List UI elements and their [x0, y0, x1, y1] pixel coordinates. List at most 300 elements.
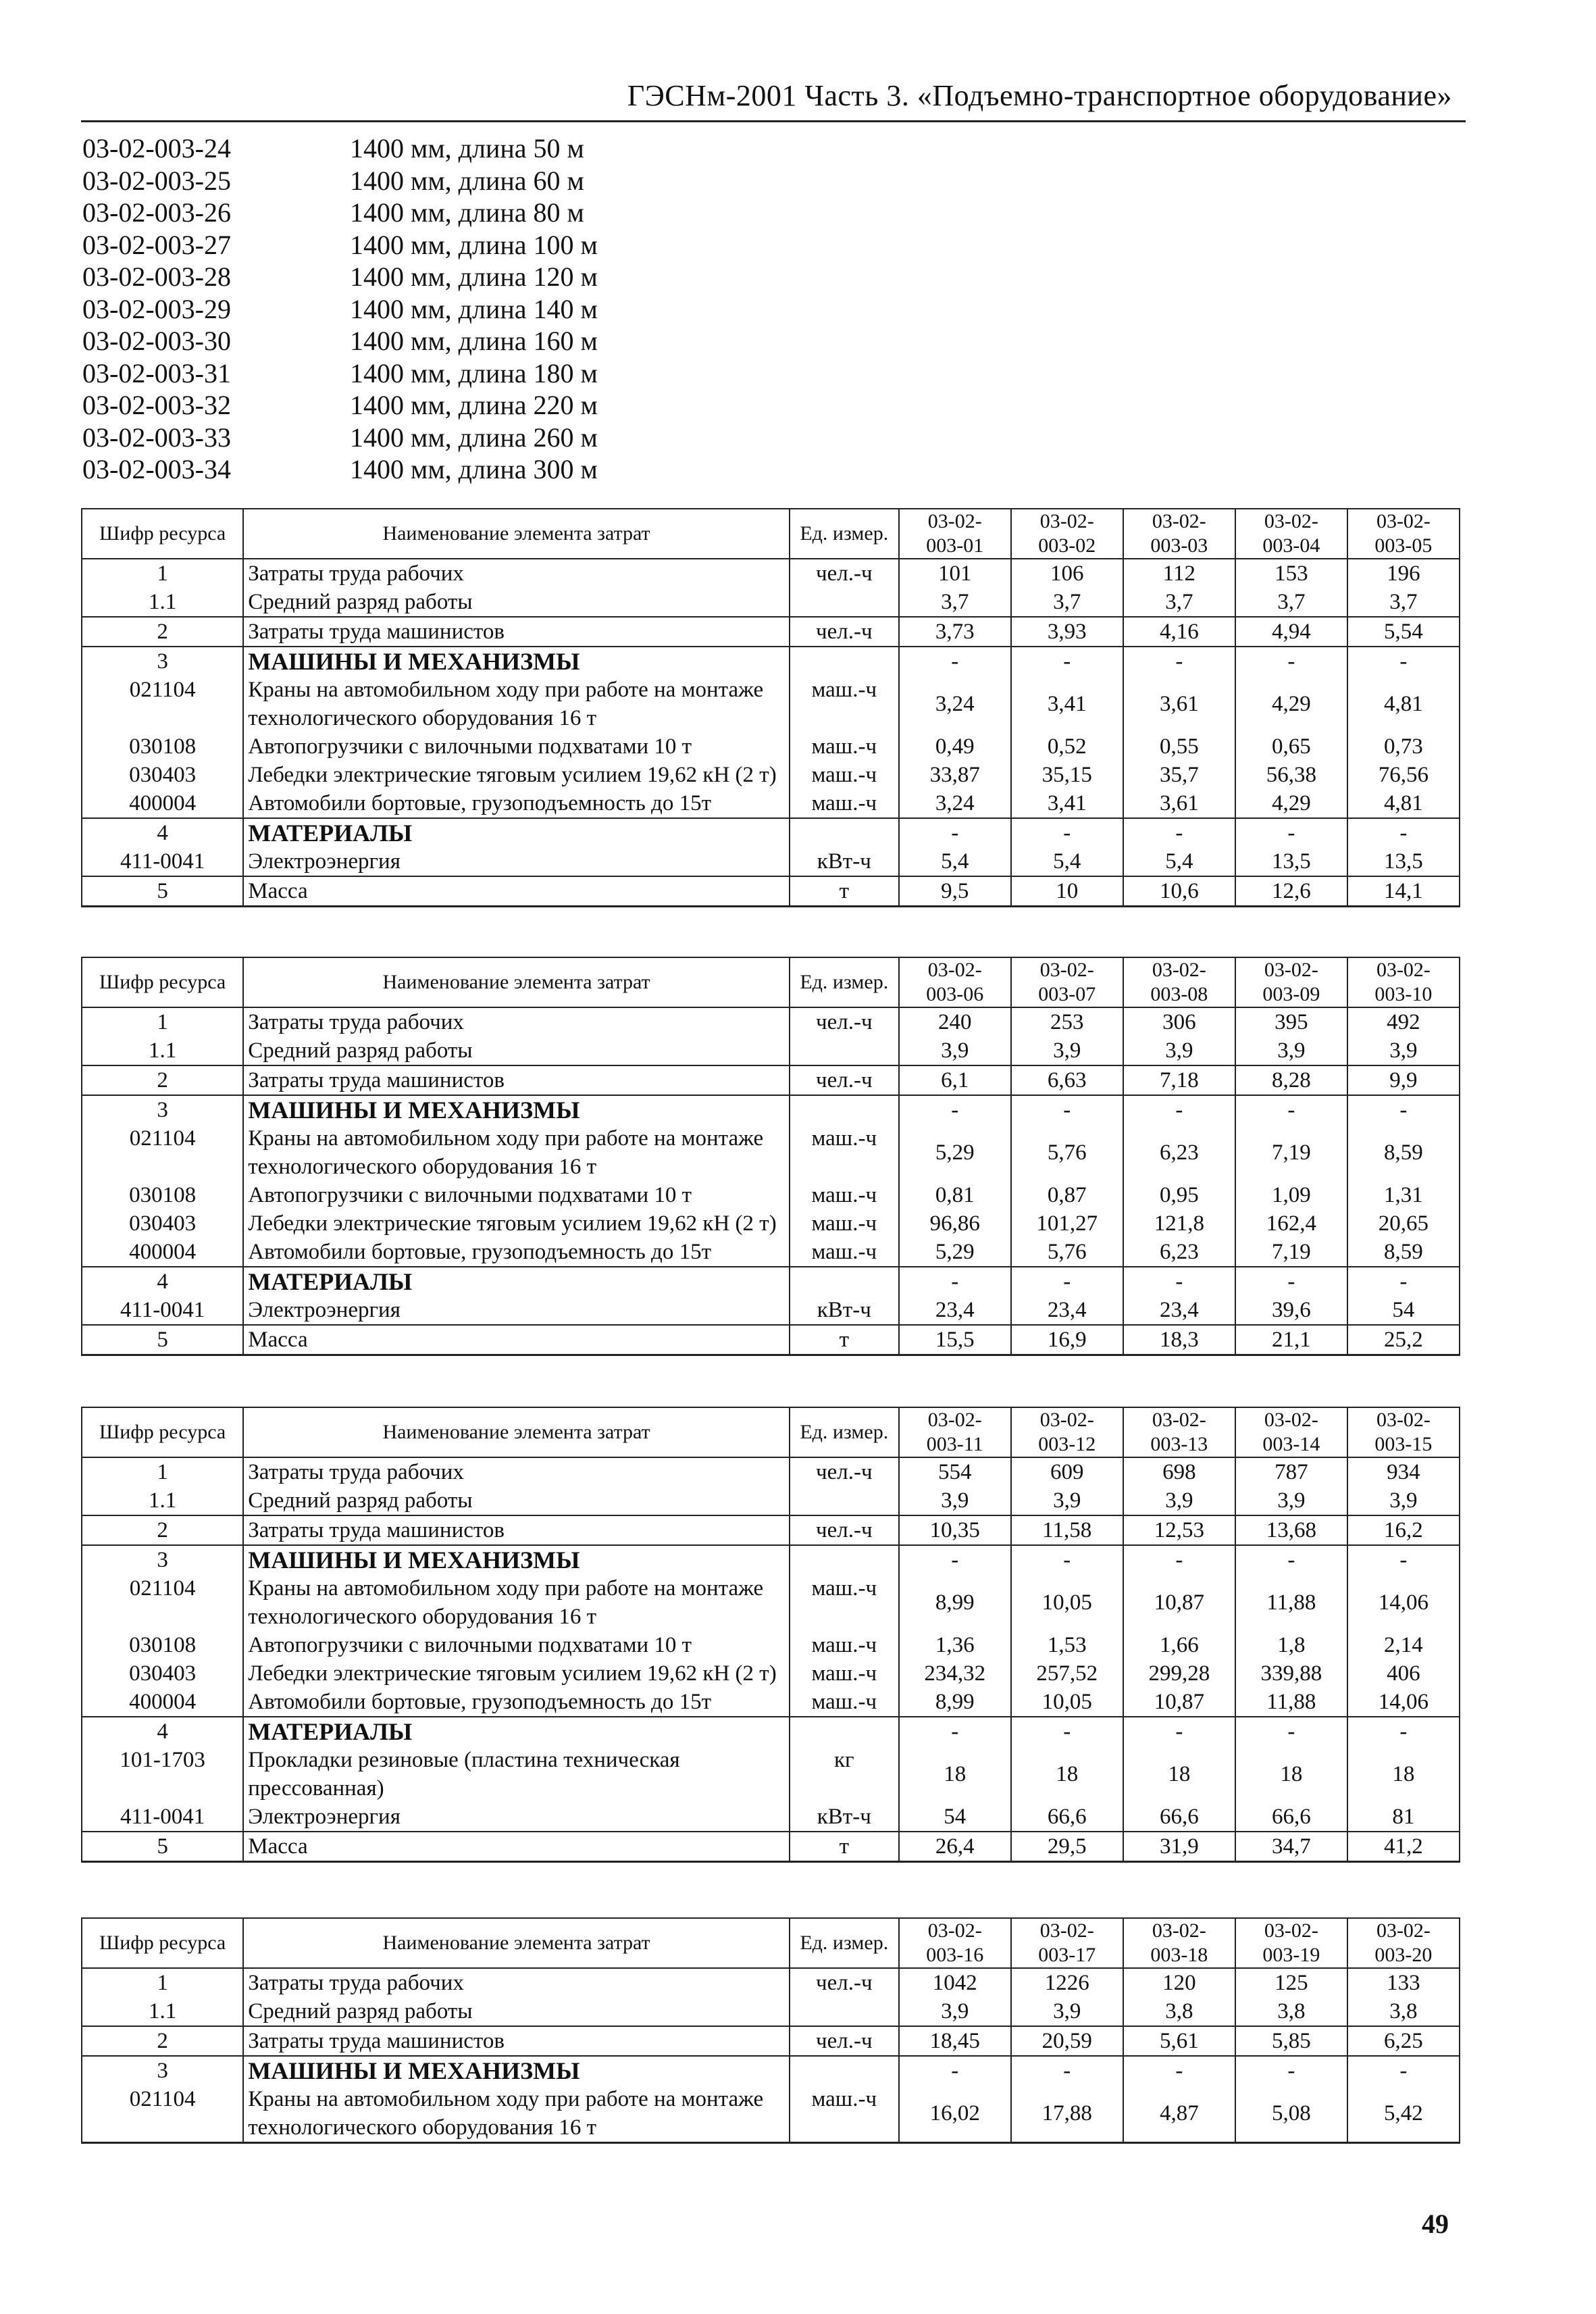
unit-of-measure — [790, 2056, 899, 2085]
norm-value: - — [1347, 818, 1460, 847]
norm-value: 25,2 — [1347, 1325, 1460, 1355]
norm-value: 1226 — [1011, 1968, 1123, 1997]
norm-value: 18 — [1011, 1746, 1123, 1803]
resource-code: 411-0041 — [82, 1803, 243, 1832]
norm-value: 0,49 — [899, 732, 1011, 761]
norm-value: 18 — [1347, 1746, 1460, 1803]
norm-value: 8,59 — [1347, 1124, 1460, 1181]
table-row — [82, 1325, 1460, 1355]
norm-value: 0,73 — [1347, 732, 1460, 761]
table-row — [82, 1238, 1460, 1267]
cost-element-name: Масса — [243, 1832, 790, 1862]
unit-of-measure: маш.-ч — [790, 1574, 899, 1631]
norm-value: 3,41 — [1011, 676, 1123, 732]
norm-value: 8,28 — [1235, 1065, 1347, 1095]
norm-value: 12,6 — [1235, 876, 1347, 907]
norm-value: - — [899, 2056, 1011, 2085]
norm-value: 125 — [1235, 1968, 1347, 1997]
norm-value: 8,99 — [899, 1574, 1011, 1631]
norm-value: 240 — [899, 1007, 1011, 1036]
unit-of-measure: маш.-ч — [790, 789, 899, 818]
header-norm-column: 03-02- 003-12 — [1011, 1407, 1123, 1457]
norm-value: 5,76 — [1011, 1124, 1123, 1181]
table-row — [82, 1515, 1460, 1545]
norm-value: 112 — [1123, 559, 1235, 588]
header-unit: Ед. измер. — [790, 1407, 899, 1457]
resource-code: 2 — [82, 617, 243, 647]
table-row — [82, 1688, 1460, 1717]
norm-value: 21,1 — [1235, 1325, 1347, 1355]
norm-value: 7,19 — [1235, 1238, 1347, 1267]
cost-element-name: МАШИНЫ И МЕХАНИЗМЫ — [243, 647, 790, 676]
norm-value: 18 — [1235, 1746, 1347, 1803]
table-row — [82, 647, 1460, 676]
norm-value: 5,85 — [1235, 2026, 1347, 2056]
resource-code: 2 — [82, 1515, 243, 1545]
table-row — [82, 1968, 1460, 1997]
header-unit: Ед. измер. — [790, 509, 899, 559]
cost-element-name: Затраты труда рабочих — [243, 1457, 790, 1486]
unit-of-measure: чел.-ч — [790, 2026, 899, 2056]
header-norm-column: 03-02- 003-05 — [1347, 509, 1460, 559]
norm-value: 492 — [1347, 1007, 1460, 1036]
header-norm-column: 03-02- 003-08 — [1123, 957, 1235, 1007]
resource-code: 1.1 — [82, 588, 243, 617]
norm-value: 26,4 — [899, 1832, 1011, 1862]
norm-value: - — [899, 1545, 1011, 1574]
resource-code: 021104 — [82, 1574, 243, 1631]
norm-value: 3,9 — [1011, 1486, 1123, 1515]
cost-element-name: Лебедки электрические тяговым усилием 19,62 кН (2 т) — [243, 1659, 790, 1688]
norm-value: 121,8 — [1123, 1209, 1235, 1238]
norm-value: 6,63 — [1011, 1065, 1123, 1095]
norm-value: 196 — [1347, 559, 1460, 588]
norm-value: 3,9 — [1235, 1036, 1347, 1065]
norm-value: 5,42 — [1347, 2085, 1460, 2143]
header-norm-column: 03-02- 003-13 — [1123, 1407, 1235, 1457]
norm-value: 339,88 — [1235, 1659, 1347, 1688]
code-list-item — [82, 453, 598, 486]
table-row — [82, 876, 1460, 907]
unit-of-measure — [790, 1486, 899, 1515]
table-row — [82, 1209, 1460, 1238]
norm-value: 0,95 — [1123, 1181, 1235, 1209]
norm-value: 10,05 — [1011, 1688, 1123, 1717]
norm-value: 3,9 — [1347, 1486, 1460, 1515]
norm-value: 76,56 — [1347, 761, 1460, 789]
header-norm-column: 03-02- 003-07 — [1011, 957, 1123, 1007]
code-list-item — [82, 293, 598, 326]
code-list-item — [82, 389, 598, 422]
table-row — [82, 676, 1460, 732]
table-row — [82, 588, 1460, 617]
norm-value: 8,99 — [899, 1688, 1011, 1717]
table-row — [82, 2026, 1460, 2056]
norm-value: 101 — [899, 559, 1011, 588]
resource-code: 1 — [82, 1457, 243, 1486]
table-row — [82, 559, 1460, 588]
norm-value: - — [899, 1095, 1011, 1124]
cost-element-name: Лебедки электрические тяговым усилием 19,62 кН (2 т) — [243, 1209, 790, 1238]
cost-element-name: Краны на автомобильном ходу при работе на монтаже технологического оборудования 16 т — [243, 1124, 790, 1181]
norm-value: - — [899, 1717, 1011, 1746]
code-list-item — [82, 197, 598, 229]
resource-code: 4 — [82, 1717, 243, 1746]
header-norm-column: 03-02- 003-18 — [1123, 1918, 1235, 1968]
unit-of-measure: маш.-ч — [790, 761, 899, 789]
norm-value: 787 — [1235, 1457, 1347, 1486]
norm-value: - — [899, 818, 1011, 847]
resource-code: 030108 — [82, 1181, 243, 1209]
norm-value: 10,05 — [1011, 1574, 1123, 1631]
resource-code: 4 — [82, 1267, 243, 1296]
norm-value: - — [1347, 647, 1460, 676]
unit-of-measure: маш.-ч — [790, 1124, 899, 1181]
header-code: Шифр ресурса — [82, 1918, 243, 1968]
table-row — [82, 617, 1460, 647]
norm-value: 3,93 — [1011, 617, 1123, 647]
cost-element-name: Электроэнергия — [243, 1296, 790, 1325]
header-code: Шифр ресурса — [82, 509, 243, 559]
norm-value: 10,35 — [899, 1515, 1011, 1545]
resource-table-4 — [81, 1917, 1460, 2144]
table-header-row — [82, 1407, 1460, 1457]
unit-of-measure: т — [790, 876, 899, 907]
norm-value: 3,61 — [1123, 789, 1235, 818]
norm-value: - — [1235, 2056, 1347, 2085]
norm-value: 14,06 — [1347, 1574, 1460, 1631]
table-row — [82, 1574, 1460, 1631]
norm-value: 162,4 — [1235, 1209, 1347, 1238]
norm-value: - — [1235, 1717, 1347, 1746]
cost-element-name: Затраты труда рабочих — [243, 1968, 790, 1997]
norm-value: 299,28 — [1123, 1659, 1235, 1688]
norm-value: 406 — [1347, 1659, 1460, 1688]
norm-value: 14,1 — [1347, 876, 1460, 907]
unit-of-measure: маш.-ч — [790, 732, 899, 761]
norm-description: 1400 мм, длина 80 м — [350, 197, 584, 228]
cost-element-name: МАШИНЫ И МЕХАНИЗМЫ — [243, 2056, 790, 2085]
table-row — [82, 1659, 1460, 1688]
norm-value: 35,15 — [1011, 761, 1123, 789]
cost-element-name: Прокладки резиновые (пластина техническая прессованная) — [243, 1746, 790, 1803]
norm-value: 3,8 — [1123, 1997, 1235, 2026]
header-norm-column: 03-02- 003-14 — [1235, 1407, 1347, 1457]
norm-description: 1400 мм, длина 60 м — [350, 165, 584, 196]
norm-value: 1,8 — [1235, 1631, 1347, 1659]
norm-value: - — [899, 1267, 1011, 1296]
norm-value: 5,29 — [899, 1238, 1011, 1267]
resource-code: 3 — [82, 647, 243, 676]
norm-value: 2,14 — [1347, 1631, 1460, 1659]
norm-value: 34,7 — [1235, 1832, 1347, 1862]
norm-value: 5,4 — [1123, 847, 1235, 876]
table-row — [82, 1124, 1460, 1181]
table-row — [82, 1803, 1460, 1832]
unit-of-measure: чел.-ч — [790, 1968, 899, 1997]
cost-element-name: Затраты труда машинистов — [243, 1515, 790, 1545]
unit-of-measure — [790, 1997, 899, 2026]
cost-element-name: Затраты труда рабочих — [243, 559, 790, 588]
norm-value: 5,29 — [899, 1124, 1011, 1181]
header-name: Наименование элемента затрат — [243, 509, 790, 559]
unit-of-measure: т — [790, 1832, 899, 1862]
table-row — [82, 1746, 1460, 1803]
norm-value: 56,38 — [1235, 761, 1347, 789]
header-norm-column: 03-02- 003-09 — [1235, 957, 1347, 1007]
table-row — [82, 2056, 1460, 2085]
norm-value: 257,52 — [1011, 1659, 1123, 1688]
table-row — [82, 1832, 1460, 1862]
norm-code: 03-02-003-32 — [82, 390, 231, 420]
header-norm-column: 03-02- 003-11 — [899, 1407, 1011, 1457]
resource-code: 030108 — [82, 732, 243, 761]
unit-of-measure: чел.-ч — [790, 1007, 899, 1036]
norm-value: 11,58 — [1011, 1515, 1123, 1545]
norm-value: 16,9 — [1011, 1325, 1123, 1355]
unit-of-measure: маш.-ч — [790, 676, 899, 732]
norm-value: - — [1235, 647, 1347, 676]
norm-value: 16,2 — [1347, 1515, 1460, 1545]
norm-description: 1400 мм, длина 160 м — [350, 326, 598, 356]
unit-of-measure — [790, 1095, 899, 1124]
resource-code: 2 — [82, 2026, 243, 2056]
table-row — [82, 1457, 1460, 1486]
norm-value: 13,5 — [1347, 847, 1460, 876]
table-row — [82, 761, 1460, 789]
norm-value: 54 — [899, 1803, 1011, 1832]
norm-value: 3,73 — [899, 617, 1011, 647]
cost-element-name: Электроэнергия — [243, 847, 790, 876]
norm-value: - — [1011, 1717, 1123, 1746]
header-norm-column: 03-02- 003-15 — [1347, 1407, 1460, 1457]
cost-element-name: Средний разряд работы — [243, 588, 790, 617]
norm-value: 20,59 — [1011, 2026, 1123, 2056]
page-number: 49 — [1422, 2209, 1449, 2239]
norm-code: 03-02-003-29 — [82, 293, 231, 324]
cost-element-name: МАТЕРИАЛЫ — [243, 1267, 790, 1296]
norm-value: 153 — [1235, 559, 1347, 588]
norm-description: 1400 мм, длина 260 м — [350, 422, 598, 453]
table-header-row — [82, 957, 1460, 1007]
norm-value: 698 — [1123, 1457, 1235, 1486]
norm-code: 03-02-003-30 — [82, 326, 231, 356]
norm-value: 395 — [1235, 1007, 1347, 1036]
cost-element-name: Затраты труда машинистов — [243, 1065, 790, 1095]
cost-element-name: Электроэнергия — [243, 1803, 790, 1832]
resource-code: 411-0041 — [82, 1296, 243, 1325]
norm-value: 5,4 — [899, 847, 1011, 876]
cost-element-name: Масса — [243, 876, 790, 907]
cost-element-name: Масса — [243, 1325, 790, 1355]
norm-code: 03-02-003-26 — [82, 197, 231, 228]
header-norm-column: 03-02- 003-17 — [1011, 1918, 1123, 1968]
resource-code: 5 — [82, 876, 243, 907]
norm-value: 3,9 — [1123, 1486, 1235, 1515]
unit-of-measure: кг — [790, 1746, 899, 1803]
table-row — [82, 1717, 1460, 1746]
norm-value: 3,9 — [1011, 1997, 1123, 2026]
norm-value: - — [1011, 1095, 1123, 1124]
code-list-item — [82, 422, 598, 454]
resource-table-3 — [81, 1407, 1460, 1863]
cost-element-name: Затраты труда рабочих — [243, 1007, 790, 1036]
norm-value: - — [1123, 1267, 1235, 1296]
norm-value: 66,6 — [1123, 1803, 1235, 1832]
unit-of-measure: кВт-ч — [790, 847, 899, 876]
norm-value: - — [1123, 1095, 1235, 1124]
code-list-item — [82, 132, 598, 165]
resource-code: 4 — [82, 818, 243, 847]
code-list-item — [82, 357, 598, 390]
norm-value: 3,9 — [899, 1997, 1011, 2026]
resource-code: 030403 — [82, 1659, 243, 1688]
norm-value: 306 — [1123, 1007, 1235, 1036]
norm-value: 14,06 — [1347, 1688, 1460, 1717]
table-row — [82, 2085, 1460, 2143]
norm-value: - — [1011, 1545, 1123, 1574]
norm-value: 3,24 — [899, 676, 1011, 732]
norm-value: 1,66 — [1123, 1631, 1235, 1659]
code-list-item — [82, 165, 598, 197]
header-norm-column: 03-02- 003-02 — [1011, 509, 1123, 559]
norm-value: 4,29 — [1235, 789, 1347, 818]
norm-value: 133 — [1347, 1968, 1460, 1997]
cost-element-name: Краны на автомобильном ходу при работе на монтаже технологического оборудования 16 т — [243, 1574, 790, 1631]
norm-value: - — [1235, 1267, 1347, 1296]
norm-value: - — [1011, 647, 1123, 676]
unit-of-measure: кВт-ч — [790, 1803, 899, 1832]
norm-value: 1,31 — [1347, 1181, 1460, 1209]
table-header-row — [82, 1918, 1460, 1968]
table-row — [82, 1065, 1460, 1095]
norm-value: 11,88 — [1235, 1574, 1347, 1631]
norm-value: 3,7 — [899, 588, 1011, 617]
resource-code: 030108 — [82, 1631, 243, 1659]
norm-value: 0,81 — [899, 1181, 1011, 1209]
norm-value: 6,23 — [1123, 1124, 1235, 1181]
norm-value: 3,7 — [1011, 588, 1123, 617]
norm-value: - — [1011, 1267, 1123, 1296]
norm-code: 03-02-003-27 — [82, 229, 231, 260]
norm-value: 66,6 — [1235, 1803, 1347, 1832]
cost-element-name: Автопогрузчики с вилочными подхватами 10 т — [243, 1631, 790, 1659]
norm-value: 3,9 — [1235, 1486, 1347, 1515]
norm-value: 10 — [1011, 876, 1123, 907]
norm-value: 3,8 — [1235, 1997, 1347, 2026]
cost-element-name: Средний разряд работы — [243, 1486, 790, 1515]
norm-value: 3,9 — [1347, 1036, 1460, 1065]
norm-value: 253 — [1011, 1007, 1123, 1036]
unit-of-measure: маш.-ч — [790, 1688, 899, 1717]
norm-value: 609 — [1011, 1457, 1123, 1486]
norm-value: 6,23 — [1123, 1238, 1235, 1267]
norm-description: 1400 мм, длина 120 м — [350, 261, 598, 292]
norm-value: 7,19 — [1235, 1124, 1347, 1181]
cost-element-name: Средний разряд работы — [243, 1997, 790, 2026]
header-name: Наименование элемента затрат — [243, 1918, 790, 1968]
norm-value: 0,55 — [1123, 732, 1235, 761]
norm-code: 03-02-003-31 — [82, 357, 231, 388]
resource-code: 3 — [82, 1545, 243, 1574]
norm-value: 66,6 — [1011, 1803, 1123, 1832]
norm-value: 1042 — [899, 1968, 1011, 1997]
norm-value: - — [1347, 2056, 1460, 2085]
norm-value: 23,4 — [1011, 1296, 1123, 1325]
norm-value: 18 — [1123, 1746, 1235, 1803]
norm-value: 3,9 — [899, 1486, 1011, 1515]
header-norm-column: 03-02- 003-04 — [1235, 509, 1347, 559]
code-list-item — [82, 229, 598, 261]
unit-of-measure: кВт-ч — [790, 1296, 899, 1325]
norm-value: 0,52 — [1011, 732, 1123, 761]
norm-value: 18,3 — [1123, 1325, 1235, 1355]
cost-element-name: Затраты труда машинистов — [243, 2026, 790, 2056]
norm-value: 5,61 — [1123, 2026, 1235, 2056]
norm-value: 4,29 — [1235, 676, 1347, 732]
resource-code: 1 — [82, 559, 243, 588]
norm-value: 29,5 — [1011, 1832, 1123, 1862]
norm-code: 03-02-003-24 — [82, 133, 231, 164]
cost-element-name: МАШИНЫ И МЕХАНИЗМЫ — [243, 1545, 790, 1574]
header-norm-column: 03-02- 003-20 — [1347, 1918, 1460, 1968]
unit-of-measure: т — [790, 1325, 899, 1355]
norm-value: 10,6 — [1123, 876, 1235, 907]
norm-value: 96,86 — [899, 1209, 1011, 1238]
unit-of-measure: чел.-ч — [790, 1065, 899, 1095]
norm-value: 81 — [1347, 1803, 1460, 1832]
cost-element-name: Краны на автомобильном ходу при работе на монтаже технологического оборудования 16 т — [243, 676, 790, 732]
norm-value: 4,16 — [1123, 617, 1235, 647]
resource-code: 400004 — [82, 1688, 243, 1717]
norm-value: 934 — [1347, 1457, 1460, 1486]
cost-element-name: Автопогрузчики с вилочными подхватами 10 т — [243, 732, 790, 761]
norm-value: 12,53 — [1123, 1515, 1235, 1545]
norm-value: - — [1011, 818, 1123, 847]
table-row — [82, 818, 1460, 847]
norm-value: 8,59 — [1347, 1238, 1460, 1267]
resource-code: 021104 — [82, 2085, 243, 2143]
cost-element-name: Краны на автомобильном ходу при работе на монтаже технологического оборудования 16 т — [243, 2085, 790, 2143]
header-name: Наименование элемента затрат — [243, 957, 790, 1007]
cost-element-name: МАШИНЫ И МЕХАНИЗМЫ — [243, 1095, 790, 1124]
unit-of-measure: чел.-ч — [790, 617, 899, 647]
norm-value: 41,2 — [1347, 1832, 1460, 1862]
cost-element-name: Затраты труда машинистов — [243, 617, 790, 647]
cost-element-name: Средний разряд работы — [243, 1036, 790, 1065]
norm-description: 1400 мм, длина 50 м — [350, 133, 584, 164]
cost-element-name: МАТЕРИАЛЫ — [243, 1717, 790, 1746]
resource-code: 1.1 — [82, 1036, 243, 1065]
header-code: Шифр ресурса — [82, 957, 243, 1007]
norm-value: 3,7 — [1235, 588, 1347, 617]
norm-value: 3,41 — [1011, 789, 1123, 818]
resource-code: 5 — [82, 1832, 243, 1862]
unit-of-measure — [790, 818, 899, 847]
norm-value: 33,87 — [899, 761, 1011, 789]
unit-of-measure: маш.-ч — [790, 2085, 899, 2143]
norm-value: - — [1347, 1267, 1460, 1296]
resource-code: 400004 — [82, 789, 243, 818]
unit-of-measure: маш.-ч — [790, 1209, 899, 1238]
unit-of-measure — [790, 1036, 899, 1065]
table-header-row — [82, 509, 1460, 559]
code-list — [82, 132, 598, 486]
table-row — [82, 1997, 1460, 2026]
norm-value: - — [1235, 1095, 1347, 1124]
table-row — [82, 1296, 1460, 1325]
unit-of-measure — [790, 1267, 899, 1296]
